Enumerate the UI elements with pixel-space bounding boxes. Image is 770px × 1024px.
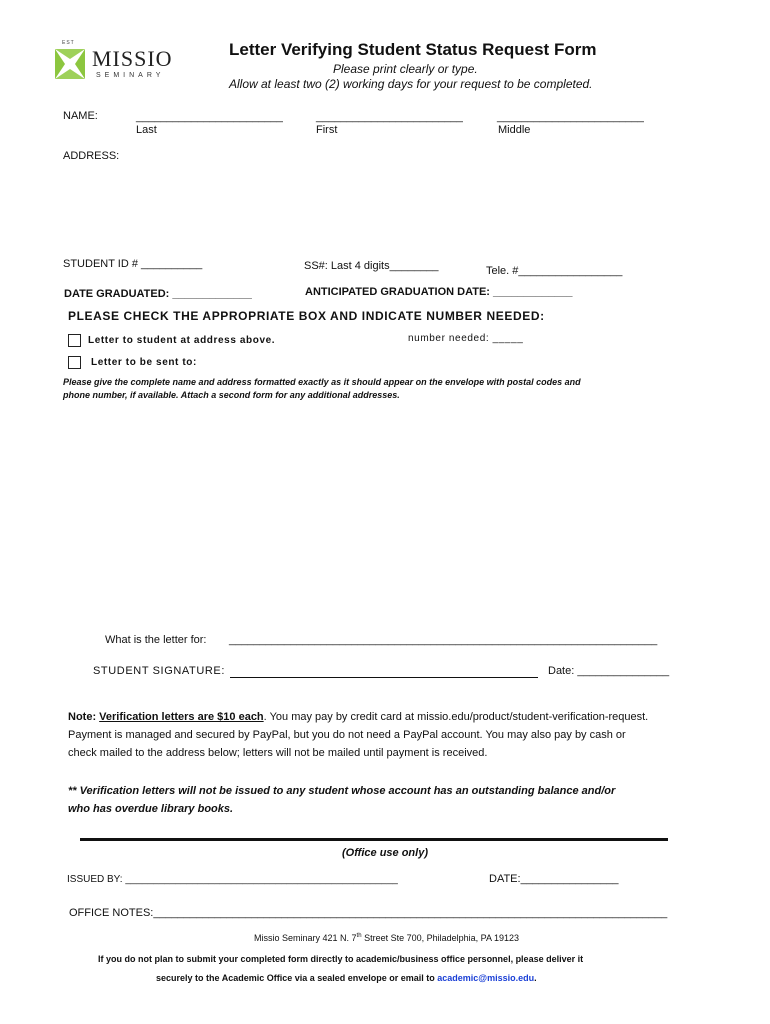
instructions-line-2: phone number, if available. Attach a second form for any additional addresses. <box>63 390 400 400</box>
footer-line-2-end: . <box>534 973 537 983</box>
logo-text: MISSIO <box>92 46 173 71</box>
first-label: First <box>316 124 338 136</box>
student-id-field[interactable]: STUDENT ID # __________ <box>63 258 203 270</box>
instructions-line-1: Please give the complete name and address formatted exactly as it should appear on the envelope with postal codes and <box>63 377 581 387</box>
warning-line-2: who has overdue library books. <box>68 803 234 815</box>
check-section-heading: PLEASE CHECK THE APPROPRIATE BOX AND INDICATE NUMBER NEEDED: <box>68 309 545 323</box>
last-label: Last <box>136 124 157 136</box>
warning-line-1: ** Verification letters will not be issued to any student whose account has an outstanding balance and/or <box>68 785 616 797</box>
address-post: Street Ste 700, Philadelphia, PA 19123 <box>361 933 520 943</box>
academic-email-link[interactable]: academic@missio.edu <box>437 973 535 983</box>
subtitle-print: Please print clearly or type. <box>333 62 478 76</box>
address-field[interactable] <box>63 168 703 248</box>
note-line-1-rest: . You may pay by credit card at missio.edu/product/student-verification-request. <box>263 711 649 723</box>
logo-subtext: SEMINARY <box>96 72 165 79</box>
logo-est: EST <box>62 40 75 46</box>
note-price: Verification letters are $10 each <box>99 711 264 723</box>
signature-label: STUDENT SIGNATURE: <box>93 665 226 677</box>
signature-line[interactable] <box>230 677 538 678</box>
ss-field[interactable]: SS#: Last 4 digits________ <box>304 260 439 272</box>
first-name-field[interactable]: ________________________ <box>316 111 463 123</box>
address-label: ADDRESS: <box>63 150 120 162</box>
middle-name-field[interactable]: ________________________ <box>497 111 644 123</box>
address-pre: Missio Seminary 421 N. 7 <box>254 933 357 943</box>
logo <box>52 42 182 82</box>
office-date-field[interactable]: DATE:________________ <box>489 873 619 885</box>
letter-for-label: What is the letter for: <box>105 634 207 646</box>
address-sup: th <box>356 933 362 939</box>
option-letter-to-student: Letter to student at address above. <box>88 335 276 346</box>
anticipated-graduation-field[interactable]: ANTICIPATED GRADUATION DATE: _____________ <box>305 286 573 298</box>
middle-label: Middle <box>498 124 531 136</box>
recipient-address-field[interactable] <box>63 408 703 618</box>
note-line-3: check mailed to the address below; letters will not be mailed until payment is received. <box>68 747 488 759</box>
footer-line-1: If you do not plan to submit your completed form directly to academic/business office personnel, please deliver it <box>98 954 584 964</box>
missio-logo-icon <box>52 46 88 82</box>
signature-date-field[interactable]: Date: _______________ <box>548 665 670 677</box>
office-use-heading: (Office use only) <box>342 847 428 859</box>
note-line-2: Payment is managed and secured by PayPal, but you do not need a PayPal account. You may also pay by cash or <box>68 729 626 741</box>
number-needed-field[interactable]: number needed: _____ <box>408 333 524 344</box>
office-divider <box>80 838 668 841</box>
letter-for-field[interactable]: ______________________________________________________________________ <box>229 634 658 646</box>
name-label: NAME: <box>63 110 98 122</box>
issued-by-field[interactable]: ISSUED BY: _________________________________________________ <box>67 874 398 885</box>
date-graduated-field[interactable]: DATE GRADUATED: _____________ <box>64 288 252 300</box>
checkbox-letter-sent-to[interactable] <box>68 356 81 369</box>
footer-line-2 <box>156 973 537 983</box>
note-lead: Note: <box>68 711 97 723</box>
last-name-field[interactable]: ________________________ <box>136 111 283 123</box>
page-title: Letter Verifying Student Status Request Form <box>229 40 597 59</box>
office-notes-field[interactable]: OFFICE NOTES:____________________________________________________________________________________ <box>69 907 668 919</box>
option-letter-sent-to: Letter to be sent to: <box>91 357 197 368</box>
subtitle-days: Allow at least two (2) working days for your request to be completed. <box>229 77 593 91</box>
footer-line-2-text: securely to the Academic Office via a sealed envelope or email to <box>156 973 438 983</box>
telephone-field[interactable]: Tele. #_________________ <box>486 265 623 277</box>
checkbox-letter-to-student[interactable] <box>68 334 81 347</box>
seminary-address <box>254 933 519 943</box>
note-line-1 <box>68 711 648 723</box>
